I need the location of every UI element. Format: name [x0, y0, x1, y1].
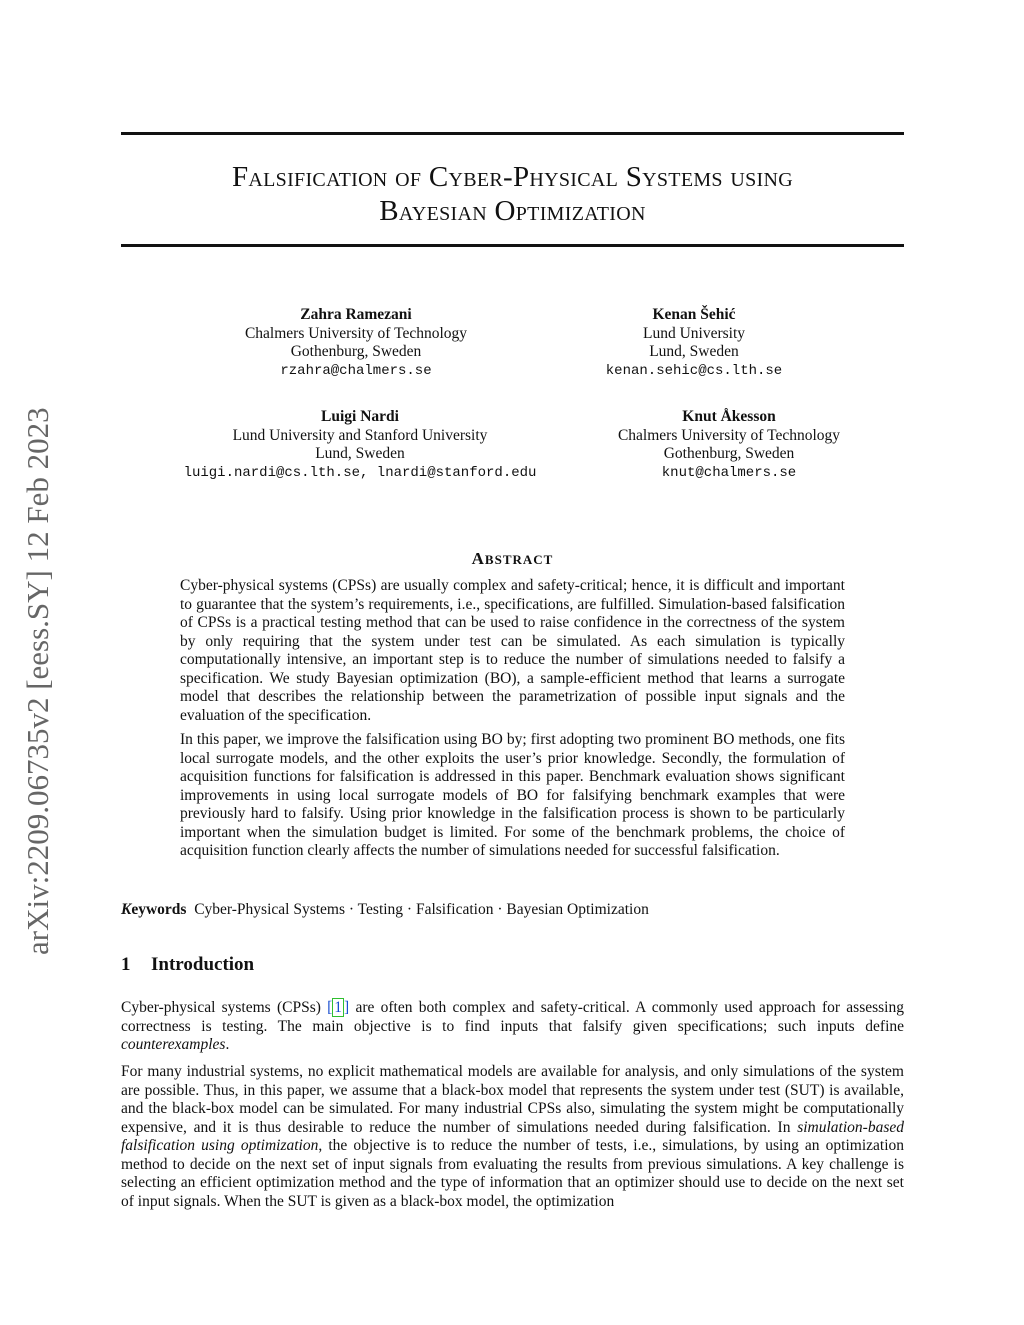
- citation-number[interactable]: 1: [334, 999, 343, 1016]
- author-email[interactable]: kenan.sehic@cs.lth.se: [605, 362, 783, 379]
- author-email[interactable]: knut@chalmers.se: [661, 464, 797, 481]
- author-affiliation: Chalmers University of Technology: [617, 426, 841, 444]
- section-title: Introduction: [151, 954, 255, 975]
- author-location: Lund, Sweden: [315, 445, 405, 462]
- title-bottom-rule: [121, 244, 904, 247]
- intro-paragraph-2: [121, 1063, 904, 1211]
- intro-p2-text-a: For many industrial systems, no explicit mathematical models are available for analysis, and only simulations of the system are possible. Thus, in this paper, we assume that a black-box model that represents the system under test (SUT) is available, and the black-box model can be simulated. For many industrial CPSs also, simulating the system might be computationally expensive, and it is thus desirable to reduce the number of simulations needed during falsification. In: [121, 1063, 904, 1136]
- author-location: Gothenburg, Sweden: [290, 343, 422, 360]
- abstract-paragraph-2: In this paper, we improve the falsification using BO by; first adopting two prominent BO methods, one fits local surrogate models, and the other exploits the user’s prior knowledge. Secondly, the formulation of acquisition functions for falsification is addressed in this paper. Benchmark evaluation shows significant improvements in using local surrogate models of BO for falsifying benchmark examples that were previously hard to falsify. Using prior knowledge in the falsification process is shown to be particularly important when the simulation budget is limited. For some of the benchmark problems, the choice of acquisition function clearly affects the number of simulations needed for successful falsification.: [180, 731, 845, 859]
- author-name: Kenan Šehić: [652, 306, 736, 323]
- author-block: [170, 408, 550, 482]
- author-block: [206, 306, 506, 380]
- keywords-label: [121, 901, 186, 918]
- keywords-text: Cyber-Physical Systems · Testing · Falsification · Bayesian Optimization: [194, 901, 649, 918]
- intro-paragraph-1: [121, 999, 904, 1055]
- paper-title: [121, 160, 904, 228]
- intro-p2-text-b: , the objective is to reduce the number of tests, i.e., simulations, by using an optimization method to decide on the next set of input signals from evaluating the results from previous simulations. A key challenge is selecting an efficient optimization method and the type of information that an optimizer should use to decide on the next set of input signals. When the SUT is given as a black-box model, the optimization: [121, 1137, 905, 1210]
- author-affiliation: Lund University and Stanford University: [232, 426, 488, 444]
- title-top-rule: [121, 132, 904, 135]
- author-location: Lund, Sweden: [649, 343, 739, 360]
- author-block: [584, 306, 804, 380]
- intro-p1-text-b: are often both complex and safety-critical. A commonly used approach for assessing correctness is testing. The main objective is to find inputs that falsify given specifications; such inputs define: [121, 999, 904, 1035]
- abstract-heading-initial: A: [471, 549, 485, 568]
- author-name: Knut Åkesson: [682, 408, 776, 425]
- arxiv-identifier: arXiv:2209.06735v2 [eess.SY] 12 Feb 2023: [20, 407, 55, 955]
- keywords-line: [121, 901, 649, 919]
- author-name: Luigi Nardi: [321, 408, 399, 425]
- author-name: Zahra Ramezani: [300, 306, 412, 323]
- abstract-heading: [121, 549, 904, 569]
- title-line-2: Bayesian Optimization: [379, 195, 646, 227]
- abstract-heading-rest: BSTRACT: [484, 552, 554, 567]
- author-email[interactable]: rzahra@chalmers.se: [280, 362, 432, 379]
- author-email[interactable]: luigi.nardi@cs.lth.se, lnardi@stanford.edu: [183, 464, 537, 481]
- author-affiliation: Chalmers University of Technology: [244, 324, 468, 342]
- author-location: Gothenburg, Sweden: [663, 445, 795, 462]
- intro-p1-text-c: .: [225, 1036, 230, 1053]
- citation-link[interactable]: [ 1 ]: [327, 999, 350, 1016]
- section-number: 1: [121, 954, 131, 975]
- intro-p1-emphasis: counterexamples: [121, 1036, 226, 1053]
- abstract-paragraph-1: Cyber-physical systems (CPSs) are usually complex and safety-critical; hence, it is difficult and important to guarantee that the system’s requirements, i.e., specifications, are fulfilled. Simulation-based falsification of CPSs is a practical testing method that can be used to raise confidence in the correctness of the system by only requiring that the system under test can be simulated. As each simulation is typically computationally intensive, an important step is to reduce the number of simulations needed to falsify a specification. We study Bayesian optimization (BO), a sample-efficient method that learns a surrogate model that describes the relationship between the parametrization of possible input signals and the evaluation of the specification.: [180, 577, 845, 724]
- intro-p1-text-a: Cyber-physical systems (CPSs): [121, 999, 328, 1016]
- title-line-1: Falsification of Cyber-Physical Systems using: [231, 161, 794, 193]
- author-block: [584, 408, 874, 482]
- section-heading-introduction: [121, 954, 254, 976]
- intro-p2-emphasis: simulation-based falsification using optimization: [121, 1118, 904, 1154]
- keywords-label-rest: eywords: [131, 901, 187, 918]
- author-affiliation: Lund University: [642, 324, 746, 342]
- keywords-label-initial: K: [121, 901, 132, 918]
